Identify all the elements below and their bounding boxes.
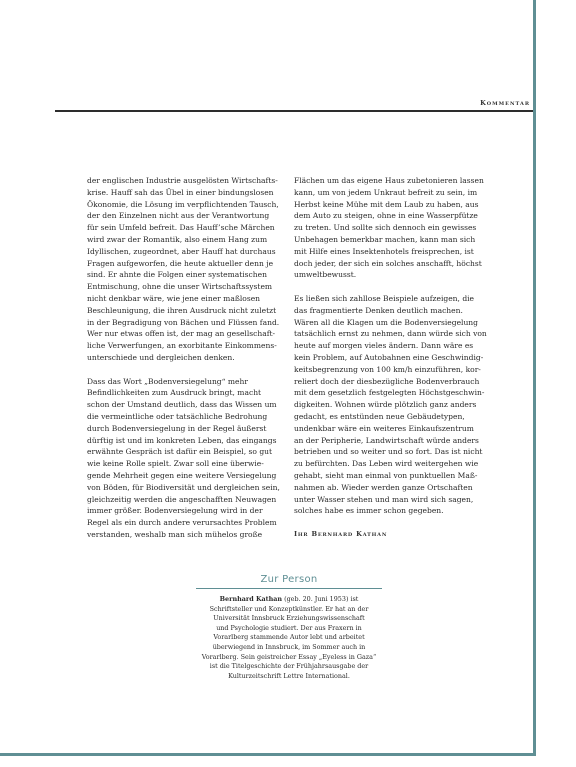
page-frame-bottom bbox=[0, 753, 536, 756]
person-bio bbox=[196, 595, 382, 681]
article-paragraph: Flächen um das eigene Haus zubetonieren lassen kann, um von jedem Unkraut befreit zu sein, im Herbst keine Mühe mit dem Laub zu haben, aus dem Auto zu steigen, ohne in eine Wasserpfütze zu treten. Und sollte sich dennoch ein gewisses Unbehagen bemerkbar machen, kann man sich mit Hilfe eines Insektenhotels freisprechen, ist doch jeder, der sich ein solches anschafft, höchst umweltbewusst. bbox=[294, 176, 484, 280]
article-column-right bbox=[294, 175, 497, 541]
article-paragraph: Es ließen sich zahllose Beispiele aufzeigen, die das fragmentierte Denken deutlich machen. Wären all die Klagen um die Bodenversiegelung tatsächlich ernst zu nehmen, dann würde sich von heute auf morgen vieles ändern. Dann wäre es kein Problem, auf Autobahnen eine Geschwindig- keitsbegrenzung von 100 km/h einzuführen, kor- reliert doch der diesbezügliche Bodenverbrauch mit dem gesetzlich festgelegten Höchstgeschwin- digkeiten. Wohnen würde plötzlich ganz anders gedacht, es entstünden neue Gebäudetypen, undenkbar wäre ein weiteres Einkaufszentrum an der Peripherie, Landwirtschaft würde anders betrieben und so weiter und so fort. Das ist nicht zu befürchten. Das Leben wird weitergehen wie gehabt, sieht man einmal von punktuellen Maß- nahmen ab. Wieder werden ganze Ortschaften unter Wasser stehen und man wird sich sagen, solches habe es immer schon gegeben. bbox=[294, 293, 487, 516]
author-signature: Ihr Bernhard Kathan bbox=[294, 529, 388, 538]
article-paragraph: Dass das Wort „Bodenversiegelung“ mehr Befindlichkeiten zum Ausdruck bringt, macht schon der Umstand deutlich, dass das Wissen um die vermeintliche oder tatsächliche Bedrohung durch Bodenversiegelung in der Regel äußerst dürftig ist und im konkreten Leben, das eingangs erwähnte Gespräch ist dafür ein Beispiel, so gut wie keine Rolle spielt. Zwar soll eine überwie- gende Mehrheit gegen eine weitere Versiegelung von Böden, für Biodiversität und dergleichen sein, gleichzeitig werden die angeschafften Neuwagen immer größer. Bodenversiegelung wird in der Regel als ein durch andere verursachtes Problem verstanden, weshalb man sich mühelos große bbox=[87, 376, 280, 539]
person-heading: Zur Person bbox=[260, 574, 318, 585]
person-bio-text: (geb. 20. Juni 1953) ist Schriftsteller und Konzeptkünstler. Er hat an der Universität Innsbruck Erziehungswissenschaft und Psychologie studiert. Der aus Fraxern in Vorarlberg stammende Autor lebt und arbeitet überwiegend in Innsbruck, im Sommer auch in Vorarlberg. Sein geistreicher Essay „Eyeless in Gaza“ ist die Titelgeschichte der Frühjahrsausgabe der Kulturzeitschrift Lettre International. bbox=[201, 595, 377, 680]
article-column-left bbox=[87, 175, 297, 553]
section-label: Kommentar bbox=[480, 99, 530, 107]
page-frame-right bbox=[533, 0, 536, 756]
article-paragraph: der englischen Industrie ausgelösten Wirtschafts- krise. Hauff sah das Übel in einer bindungslosen Ökonomie, die Lösung im verpflichtenden Tausch, der den Einzelnen nicht aus der Verantwortung für sein Umfeld befreit. Das Hauff’sche Märchen wird zwar der Romantik, also einem Hang zum Idyllischen, zugeordnet, aber Hauff hat durchaus Fragen aufgeworfen, die heute aktueller denn je sind. Er ahnte die Folgen einer systematischen Entmischung, ohne die unser Wirtschaftssystem nicht denkbar wäre, wie jene einer maßlosen Beschleunigung, die ihren Ausdruck nicht zuletzt in der Begradigung von Bächen und Flüssen fand. Wer nur etwas offen ist, der mag an gesellschaft- liche Verwerfungen, an exorbitante Einkommens- unterschiede und dergleichen denken. bbox=[87, 176, 280, 362]
person-box bbox=[196, 574, 382, 681]
person-rule bbox=[196, 588, 382, 589]
header-rule bbox=[55, 110, 533, 112]
person-name: Bernhard Kathan bbox=[219, 595, 283, 603]
